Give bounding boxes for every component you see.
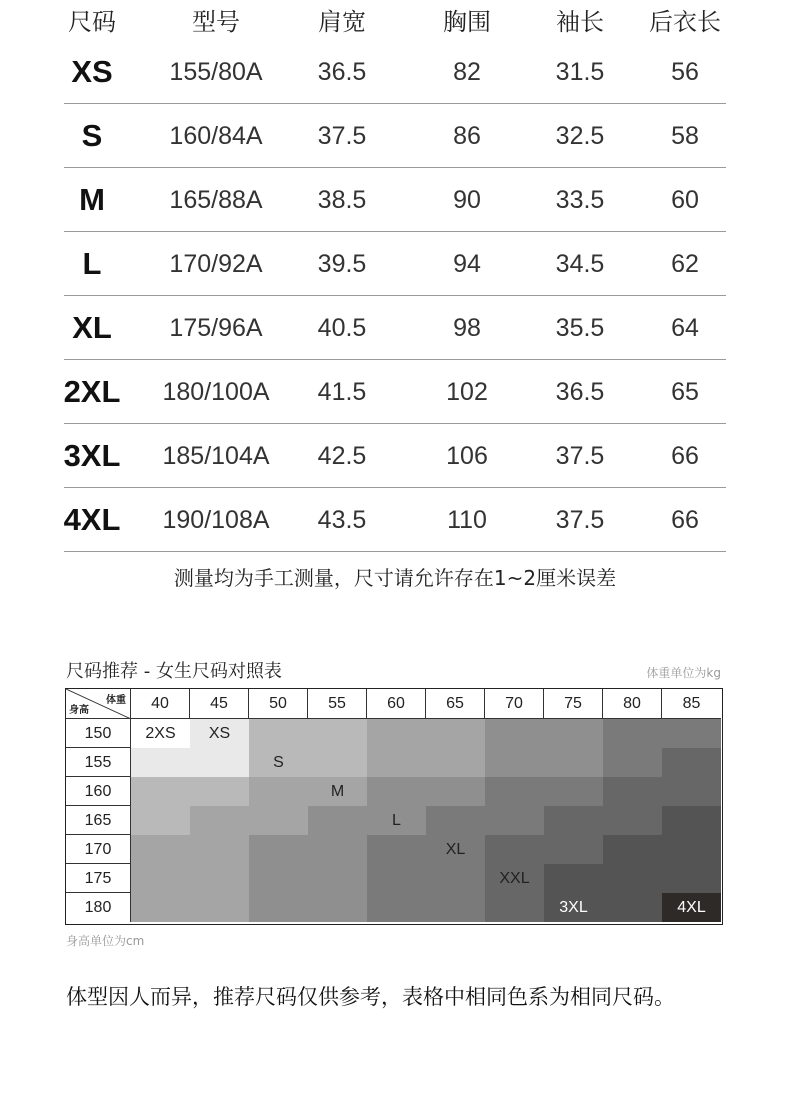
corner-weight-label: 体重 xyxy=(106,695,126,706)
table-row xyxy=(64,168,726,232)
size-recommendation-grid xyxy=(65,688,723,925)
size-chart-table xyxy=(64,0,726,552)
size-cell xyxy=(662,864,721,893)
size-cell xyxy=(308,864,367,893)
table-cell: 106 xyxy=(446,442,488,470)
table-cell: 185/104A xyxy=(162,442,270,470)
size-cell xyxy=(190,864,249,893)
table-row xyxy=(64,232,726,296)
size-cell xyxy=(249,748,308,777)
table-row xyxy=(64,40,726,104)
column-header: 尺码 xyxy=(68,8,116,36)
size-cell xyxy=(426,835,485,864)
table-header-row xyxy=(64,0,726,40)
disclaimer-text: 体型因人而异，推荐尺码仅供参考，表格中相同色系为相同尺码。 xyxy=(66,985,675,1009)
size-cell-label: L xyxy=(392,812,401,829)
size-label: 4XL xyxy=(63,502,121,537)
size-cell xyxy=(367,893,426,922)
size-cell xyxy=(249,893,308,922)
weight-column-header: 80 xyxy=(603,689,662,719)
size-label: S xyxy=(81,118,103,153)
table-cell: 35.5 xyxy=(555,314,605,342)
table-row xyxy=(64,488,726,552)
table-cell: 38.5 xyxy=(317,186,367,214)
table-cell: 56 xyxy=(671,58,699,86)
size-cell xyxy=(603,864,662,893)
size-cell-label: S xyxy=(273,754,284,771)
size-label: L xyxy=(82,246,102,281)
size-cell xyxy=(131,719,190,748)
height-row-header: 165 xyxy=(66,806,131,835)
table-cell: 190/108A xyxy=(162,506,270,534)
column-header: 胸围 xyxy=(443,8,491,36)
table-cell: 58 xyxy=(671,122,699,150)
column-header: 肩宽 xyxy=(318,8,366,36)
table-cell: 32.5 xyxy=(555,122,605,150)
table-cell: 41.5 xyxy=(317,378,367,406)
grid-corner-header xyxy=(66,689,131,719)
weight-column-header: 70 xyxy=(485,689,544,719)
size-cell xyxy=(308,748,367,777)
weight-unit-note: 体重单位为kg xyxy=(646,666,721,680)
height-row-header: 180 xyxy=(66,893,131,922)
size-cell xyxy=(603,835,662,864)
table-cell: 110 xyxy=(447,506,487,534)
size-cell xyxy=(662,893,721,922)
weight-column-header: 85 xyxy=(662,689,721,719)
size-cell xyxy=(662,777,721,806)
table-cell: 180/100A xyxy=(162,378,270,406)
table-cell: 155/80A xyxy=(169,58,263,86)
size-cell xyxy=(249,719,308,748)
size-cell xyxy=(190,893,249,922)
table-cell: 60 xyxy=(671,186,699,214)
size-cell xyxy=(308,777,367,806)
size-cell xyxy=(544,777,603,806)
size-cell xyxy=(426,806,485,835)
size-cell xyxy=(131,777,190,806)
table-cell: 37.5 xyxy=(317,122,367,150)
table-cell: 94 xyxy=(453,250,481,278)
height-row-header: 160 xyxy=(66,777,131,806)
size-cell xyxy=(426,893,485,922)
table-cell: 82 xyxy=(453,58,481,86)
table-row xyxy=(64,360,726,424)
size-cell xyxy=(131,835,190,864)
table-row xyxy=(64,104,726,168)
height-row-header: 155 xyxy=(66,748,131,777)
size-cell xyxy=(367,806,426,835)
size-cell xyxy=(485,864,544,893)
table-cell: 39.5 xyxy=(317,250,367,278)
weight-column-header: 50 xyxy=(249,689,308,719)
size-cell xyxy=(603,748,662,777)
size-cell xyxy=(544,806,603,835)
height-unit-note: 身高单位为cm xyxy=(66,934,145,948)
size-cell-label: XL xyxy=(445,841,466,858)
size-cell-label: M xyxy=(330,783,345,800)
size-cell xyxy=(367,864,426,893)
table-cell: 65 xyxy=(671,378,699,406)
table-cell: 40.5 xyxy=(317,314,367,342)
weight-column-header: 65 xyxy=(426,689,485,719)
size-cell-label: 3XL xyxy=(559,899,588,916)
corner-height-label: 身高 xyxy=(69,705,89,716)
size-cell xyxy=(131,893,190,922)
column-header: 后衣长 xyxy=(649,8,721,36)
column-header: 袖长 xyxy=(556,8,604,36)
size-cell xyxy=(662,835,721,864)
size-cell xyxy=(190,748,249,777)
table-cell: 34.5 xyxy=(555,250,605,278)
table-cell: 42.5 xyxy=(317,442,367,470)
size-cell xyxy=(485,748,544,777)
size-cell xyxy=(249,777,308,806)
size-cell xyxy=(485,893,544,922)
table-cell: 33.5 xyxy=(555,186,605,214)
size-cell xyxy=(308,835,367,864)
table-cell: 37.5 xyxy=(555,442,605,470)
table-cell: 37.5 xyxy=(555,506,605,534)
size-cell xyxy=(308,893,367,922)
size-cell xyxy=(662,748,721,777)
height-row-header: 175 xyxy=(66,864,131,893)
size-cell xyxy=(190,777,249,806)
size-cell xyxy=(308,806,367,835)
size-cell xyxy=(131,864,190,893)
table-cell: 66 xyxy=(671,442,699,470)
table-cell: 66 xyxy=(671,506,699,534)
weight-column-header: 45 xyxy=(190,689,249,719)
size-label: XS xyxy=(71,54,113,89)
size-cell xyxy=(249,806,308,835)
size-cell xyxy=(426,777,485,806)
size-label: 2XL xyxy=(63,374,121,409)
table-cell: 31.5 xyxy=(555,58,605,86)
table-cell: 62 xyxy=(671,250,699,278)
size-cell xyxy=(603,719,662,748)
size-cell xyxy=(367,777,426,806)
size-label: 3XL xyxy=(63,438,121,473)
size-cell xyxy=(367,835,426,864)
table-cell: 43.5 xyxy=(317,506,367,534)
size-cell xyxy=(662,806,721,835)
table-cell: 98 xyxy=(453,314,481,342)
measurement-note: 测量均为手工测量，尺寸请允许存在1~2厘米误差 xyxy=(173,566,617,590)
table-cell: 90 xyxy=(453,186,481,214)
size-cell xyxy=(131,748,190,777)
table-cell: 86 xyxy=(453,122,481,150)
size-cell xyxy=(544,835,603,864)
size-cell xyxy=(249,835,308,864)
size-cell xyxy=(662,719,721,748)
size-cell xyxy=(308,719,367,748)
size-cell xyxy=(426,748,485,777)
size-cell-label: XXL xyxy=(499,870,530,887)
size-cell xyxy=(603,893,662,922)
table-cell: 160/84A xyxy=(169,122,263,150)
size-cell xyxy=(485,835,544,864)
size-cell xyxy=(544,748,603,777)
weight-column-header: 55 xyxy=(308,689,367,719)
table-cell: 165/88A xyxy=(169,186,263,214)
size-cell xyxy=(426,719,485,748)
size-cell xyxy=(190,719,249,748)
size-cell xyxy=(426,864,485,893)
height-row-header: 150 xyxy=(66,719,131,748)
size-cell xyxy=(249,864,308,893)
table-cell: 36.5 xyxy=(317,58,367,86)
size-cell xyxy=(544,719,603,748)
size-cell xyxy=(190,806,249,835)
size-cell xyxy=(131,806,190,835)
size-cell-label: 2XS xyxy=(145,725,176,742)
table-cell: 36.5 xyxy=(555,378,605,406)
size-cell xyxy=(485,719,544,748)
size-cell-label: 4XL xyxy=(677,899,706,916)
table-cell: 102 xyxy=(446,378,488,406)
table-row xyxy=(64,296,726,360)
size-cell xyxy=(367,748,426,777)
size-cell xyxy=(190,835,249,864)
size-cell-label: XS xyxy=(208,725,231,742)
size-cell xyxy=(485,777,544,806)
weight-column-header: 60 xyxy=(367,689,426,719)
column-header: 型号 xyxy=(192,8,240,36)
recommendation-title: 尺码推荐 - 女生尺码对照表 xyxy=(66,661,282,682)
size-cell xyxy=(367,719,426,748)
size-cell xyxy=(544,893,603,922)
table-row xyxy=(64,424,726,488)
height-row-header: 170 xyxy=(66,835,131,864)
table-cell: 170/92A xyxy=(169,250,263,278)
size-cell xyxy=(603,777,662,806)
weight-column-header: 40 xyxy=(131,689,190,719)
weight-column-header: 75 xyxy=(544,689,603,719)
size-label: M xyxy=(79,182,105,217)
size-cell xyxy=(544,864,603,893)
size-cell xyxy=(485,806,544,835)
size-cell xyxy=(603,806,662,835)
table-cell: 64 xyxy=(671,314,699,342)
table-cell: 175/96A xyxy=(169,314,263,342)
size-label: XL xyxy=(72,310,112,345)
